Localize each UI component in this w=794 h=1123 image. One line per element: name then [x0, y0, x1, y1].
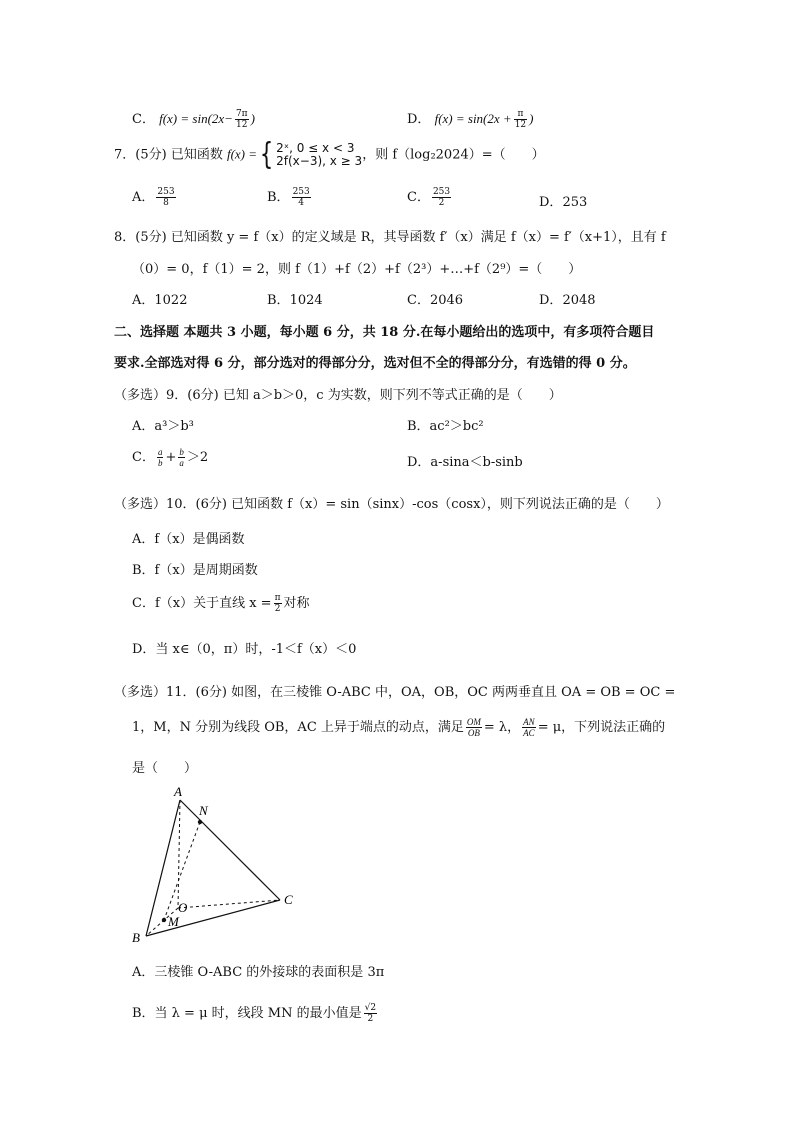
fraction	[466, 717, 482, 738]
close-paren: )	[529, 111, 534, 126]
edge-oa	[178, 800, 180, 908]
denominator: 12	[514, 120, 527, 130]
q10-option-a: A．f（x）是偶函数	[132, 532, 245, 547]
denominator: 12	[236, 120, 248, 130]
q8-option-b	[267, 289, 323, 308]
option-label: B．	[267, 293, 290, 308]
fraction	[522, 717, 536, 738]
q9-option-c	[132, 446, 208, 468]
denominator: 2	[274, 604, 281, 614]
q8-option-c	[407, 289, 463, 308]
q10-option-b: B．f（x）是周期函数	[132, 563, 258, 578]
option-label: C．	[132, 112, 155, 127]
denominator: b	[157, 458, 163, 468]
option-label: C．	[407, 190, 430, 205]
close-paren: )	[250, 111, 255, 126]
denominator: 2	[367, 1014, 374, 1024]
numerator: AN	[523, 717, 535, 727]
point-m	[162, 918, 166, 922]
q10-option-c	[132, 592, 310, 614]
q8-stem-line1: 8．(5分) 已知函数 y = f（x）的定义域是 R，其导函数 f′（x）满足 f（x）= f′（x+1），且有 f	[114, 230, 666, 245]
option-formula: f(x) = sin(2x +	[434, 111, 512, 126]
option-value: 1022	[154, 293, 188, 308]
fraction	[274, 593, 282, 614]
option-value: 2048	[562, 293, 596, 308]
edge-ac	[180, 800, 280, 900]
label-c: C	[284, 892, 293, 907]
option-label: C．	[407, 293, 430, 308]
q9-option-b: B．ac²＞bc²	[407, 419, 484, 434]
fraction	[292, 187, 311, 208]
option-formula: f(x) = sin(2x−	[159, 111, 233, 126]
label-n: N	[199, 803, 208, 818]
q10-stem: （多选）10．(6分) 已知函数 f（x）= sin（sinx）-cos（cosx），则下列说法正确的是（ ）	[114, 497, 669, 512]
inequality-tail: ＞2	[186, 450, 209, 465]
q8-option-a	[132, 289, 187, 308]
fraction	[156, 187, 175, 208]
point-n	[198, 820, 202, 824]
q11-option-b	[132, 1002, 379, 1024]
section-2-heading-line2: 要求.全部选对得 6 分，部分选对的得部分分，选对但不全的得部分分，有选错的得 0 分。	[114, 356, 636, 371]
fraction	[178, 447, 185, 468]
numerator: π	[514, 109, 527, 120]
option-label: D．	[407, 112, 431, 127]
q11-stem-line1: （多选）11．(6分) 如图，在三棱锥 O-ABC 中，OA，OB，OC 两两垂直且 OA = OB = OC =	[114, 685, 676, 700]
equals-lambda: = λ，	[483, 720, 521, 735]
numerator: a	[157, 447, 163, 457]
fraction	[157, 447, 164, 468]
q7-option-b	[267, 186, 313, 208]
case-1: 2ˣ, 0 ≤ x < 3	[276, 141, 355, 155]
denominator: 4	[298, 198, 305, 208]
denominator: 2	[438, 198, 445, 208]
numerator: 253	[157, 187, 175, 197]
fraction	[432, 187, 451, 208]
q11-option-a: A．三棱锥 O-ABC 的外接球的表面积是 3π	[132, 965, 385, 980]
brace-icon: {	[259, 137, 274, 172]
numerator: 253	[432, 187, 451, 197]
q8-stem-line2: （0）= 0，f（1）= 2，则 f（1）+f（2）+f（2³）+…+f（2⁹）=（ ）	[132, 262, 582, 277]
q9-stem: （多选）9．(6分) 已知 a＞b＞0，c 为实数，则下列不等式正确的是（ ）	[114, 388, 562, 403]
fraction	[514, 109, 527, 130]
q6-option-d	[407, 108, 533, 130]
denominator: OB	[467, 728, 480, 738]
fraction	[364, 1003, 377, 1024]
option-label: C．	[132, 450, 155, 465]
numerator: 7π	[235, 109, 248, 119]
q10-option-d: D．当 x∈（0，π）时，-1＜f（x）＜0	[132, 642, 357, 657]
numerator: OM	[466, 717, 481, 727]
option-text-suffix: 对称	[283, 596, 310, 611]
label-b: B	[132, 930, 140, 945]
question-text: 1，M，N 分别为线段 OB，AC 上异于端点的动点，满足	[132, 720, 464, 735]
function-name: f(x) =	[226, 146, 258, 162]
q6-option-c	[132, 108, 255, 130]
q9-option-a: A．a³＞b³	[132, 419, 194, 434]
option-value: 2046	[429, 293, 464, 308]
option-text: C．f（x）关于直线 x =	[132, 596, 272, 611]
numerator: √2	[364, 1003, 377, 1013]
q7-option-a	[132, 186, 178, 208]
denominator: AC	[523, 728, 535, 738]
question-text: 7．(5分) 已知函数	[114, 147, 223, 163]
numerator: 253	[292, 187, 310, 197]
edge-bc	[146, 900, 280, 936]
q7-option-d	[539, 191, 587, 210]
q8-option-d	[539, 289, 596, 308]
question-text-suffix: ，则 f（log₂2024）=（ ）	[362, 147, 545, 163]
option-value: 253	[562, 195, 588, 210]
option-label: A．	[132, 190, 155, 205]
plus-sign: +	[165, 450, 177, 465]
label-m: M	[168, 914, 179, 929]
fraction	[235, 109, 249, 130]
numerator: b	[179, 447, 184, 457]
option-label: D．	[539, 195, 563, 210]
question-text-suffix: = μ，下列说法正确的	[537, 720, 666, 735]
q11-stem-line3: 是（ ）	[132, 761, 198, 776]
label-o: O	[178, 900, 188, 915]
label-a: A	[174, 784, 182, 799]
numerator: π	[274, 593, 281, 603]
option-text: B．当 λ = μ 时，线段 MN 的最小值是	[132, 1006, 362, 1021]
section-2-heading-line1: 二、选择题 本题共 3 小题，每小题 6 分，共 18 分.在每小题给出的选项中，有多项符合题目	[114, 325, 655, 340]
option-label: B．	[267, 190, 290, 205]
denominator: 8	[163, 198, 169, 208]
q7-stem	[114, 137, 545, 172]
q9-option-d: D．a-sina＜b-sinb	[407, 455, 523, 470]
q11-stem-line2	[132, 716, 665, 738]
q7-option-c	[407, 186, 453, 208]
case-2: 2f(x−3), x ≥ 3	[276, 154, 363, 168]
option-label: D．	[539, 293, 563, 308]
tetrahedron-figure	[128, 782, 304, 946]
option-value: 1024	[289, 293, 323, 308]
option-label: A．	[132, 293, 155, 308]
denominator: a	[179, 458, 184, 468]
piecewise-cases	[276, 142, 362, 168]
